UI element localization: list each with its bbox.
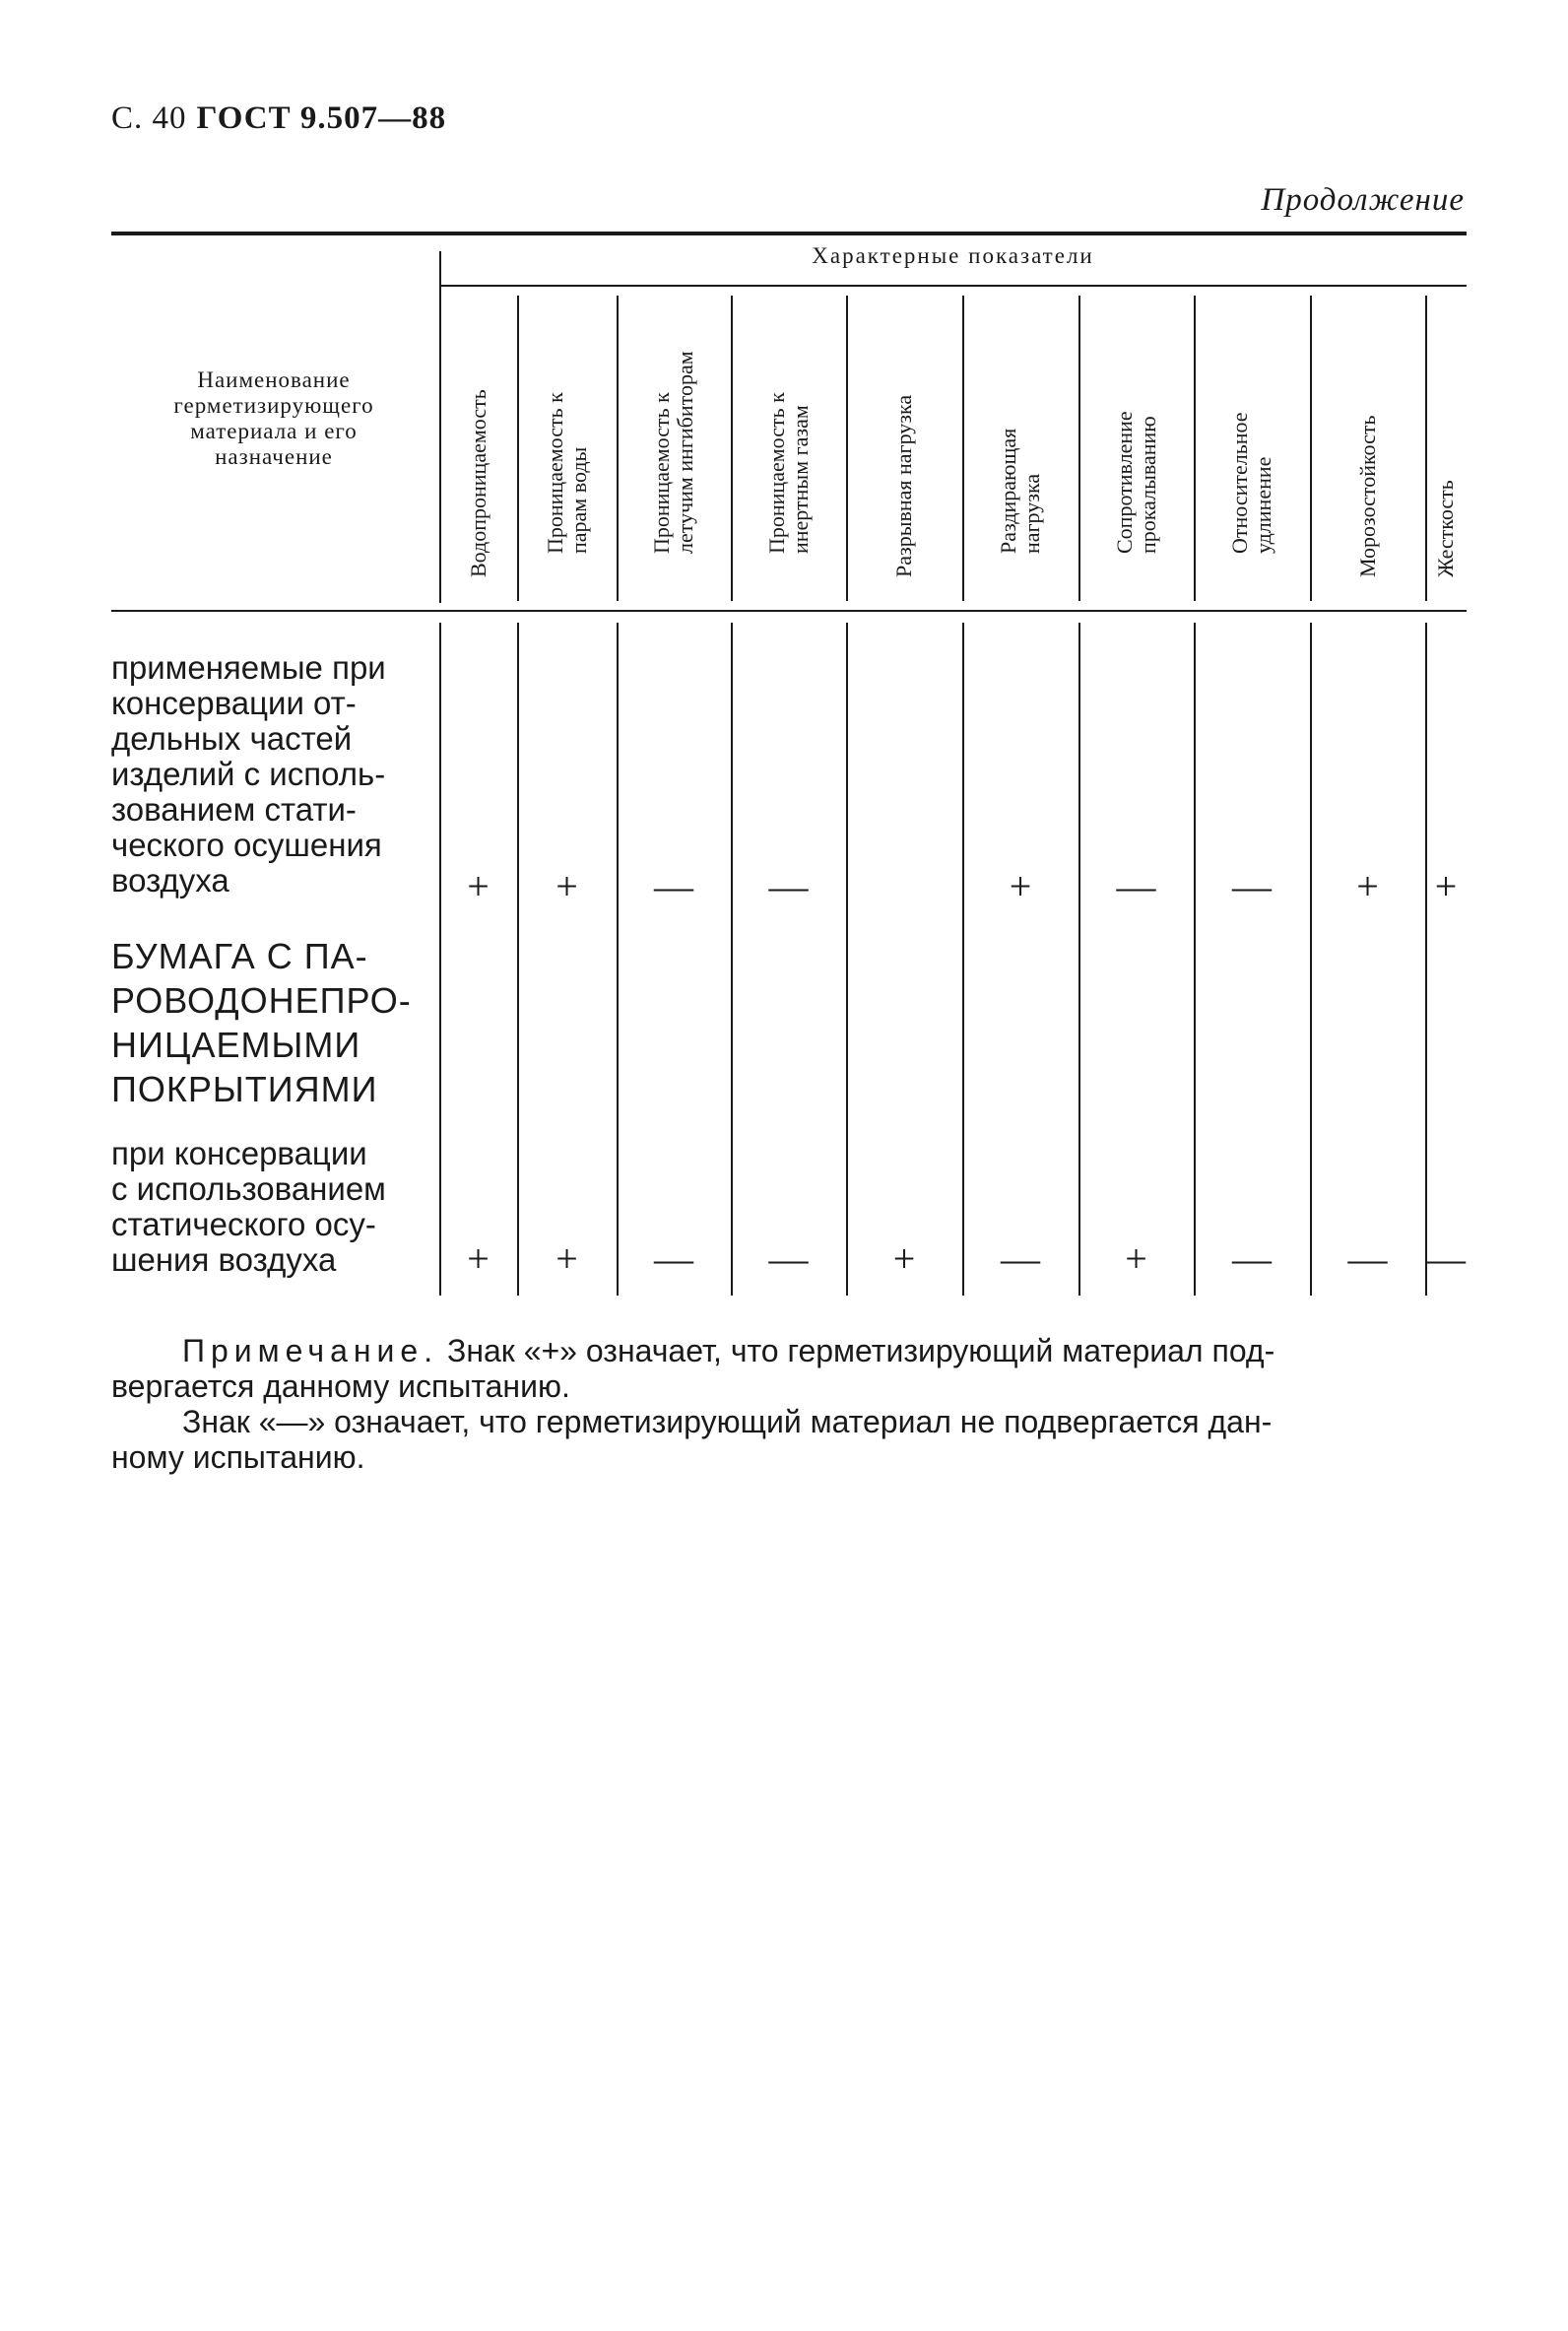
group-header-rule [439, 285, 1467, 287]
plus-mark: + [555, 1236, 578, 1281]
page-number: С. 40 [111, 100, 187, 136]
column-divider-body [1194, 623, 1196, 1296]
column-header-label: Относительное удлинение [1227, 412, 1275, 554]
column-header [846, 296, 962, 601]
column-header-label: Жесткость [1433, 480, 1458, 577]
column-header-label: Разрывная нагрузка [891, 394, 916, 577]
column-header [731, 296, 846, 601]
column-header [962, 296, 1078, 601]
standard-number: ГОСТ 9.507—88 [196, 100, 447, 136]
plus-mark: + [1125, 1236, 1147, 1281]
column-divider-body [846, 623, 848, 1296]
note-line-1: Знак «+» означает, что герметизирующий материал под- вергается данному испытанию. [111, 1333, 1275, 1404]
table-top-rule [111, 232, 1467, 235]
plus-mark: + [892, 1236, 916, 1281]
continuation-label: Продолжение [1261, 182, 1465, 218]
column-divider-head [1078, 296, 1080, 601]
plus-mark: + [467, 1236, 490, 1281]
dash-mark: — [1001, 1236, 1040, 1281]
dash-mark: — [654, 864, 693, 908]
column-divider-head [962, 296, 964, 601]
dash-mark: — [1116, 864, 1156, 908]
name-column-divider-head [439, 251, 441, 603]
column-divider-body [517, 623, 519, 1296]
plus-mark: + [1434, 864, 1458, 908]
row-name-1: применяемые при консервации от- дельных частей изделий с исполь- зованием стати- ческого осушения воздуха [111, 649, 386, 899]
header-bottom-rule [111, 610, 1467, 612]
dash-mark: — [1347, 1236, 1388, 1281]
column-divider-body [1425, 623, 1427, 1296]
column-divider-head [731, 296, 733, 601]
name-column-header: Наименование герметизирующего материала и его назначение [173, 367, 374, 469]
dash-mark: — [1426, 1236, 1466, 1281]
dash-mark: — [768, 1236, 809, 1281]
column-divider-head [1310, 296, 1312, 601]
dash-mark: — [768, 864, 809, 908]
column-divider-head [1194, 296, 1196, 601]
note-paragraph-1 [111, 1333, 1467, 1404]
note-paragraph-2 [111, 1404, 1467, 1475]
page-header [111, 100, 446, 137]
column-divider-body [1310, 623, 1312, 1296]
column-header-label: Водопроницаемость [465, 389, 490, 577]
column-divider-body [731, 623, 733, 1296]
column-divider-head [517, 296, 519, 601]
group-header: Характерные показатели [812, 243, 1094, 268]
dash-mark: — [1232, 864, 1272, 908]
column-divider-head [617, 296, 619, 601]
row-name-2: при консервации с использованием статического осу- шения воздуха [111, 1135, 386, 1278]
column-header-label: Проницаемость к инертным газам [763, 392, 813, 554]
note-line-2: Знак «—» означает, что герметизирующий материал не подвергается дан- ному испытанию. [111, 1404, 1273, 1475]
dash-mark: — [1232, 1236, 1272, 1281]
column-header [617, 296, 731, 601]
column-divider-head [846, 296, 848, 601]
column-header-label: Проницаемость к летучим ингибиторам [649, 351, 697, 554]
column-divider-body [1078, 623, 1080, 1296]
column-divider-body [962, 623, 964, 1296]
column-header [517, 296, 617, 601]
column-header [1078, 296, 1194, 601]
dash-mark: — [654, 1236, 693, 1281]
plus-mark: + [467, 864, 490, 908]
column-header [1310, 296, 1425, 601]
plus-mark: + [1356, 864, 1379, 908]
column-header-label: Проницаемость к парам воды [542, 392, 591, 554]
column-header-label: Раздирающая нагрузка [996, 428, 1044, 554]
note-label: Примечание. [182, 1333, 439, 1368]
column-divider-body [617, 623, 619, 1296]
column-header [439, 296, 517, 601]
plus-mark: + [1009, 864, 1032, 908]
column-header-label: Морозостойкость [1354, 415, 1380, 577]
column-header [1425, 296, 1467, 601]
column-divider-head [1425, 296, 1427, 601]
column-header [1194, 296, 1310, 601]
row-name-section: БУМАГА С ПА- РОВОДОНЕПРО- НИЦАЕМЫМИ ПОКРЫТИЯМИ [111, 936, 412, 1109]
name-column-divider-body [439, 623, 441, 1296]
column-header-label: Сопротивление прокалыванию [1111, 411, 1160, 554]
plus-mark: + [555, 864, 578, 908]
